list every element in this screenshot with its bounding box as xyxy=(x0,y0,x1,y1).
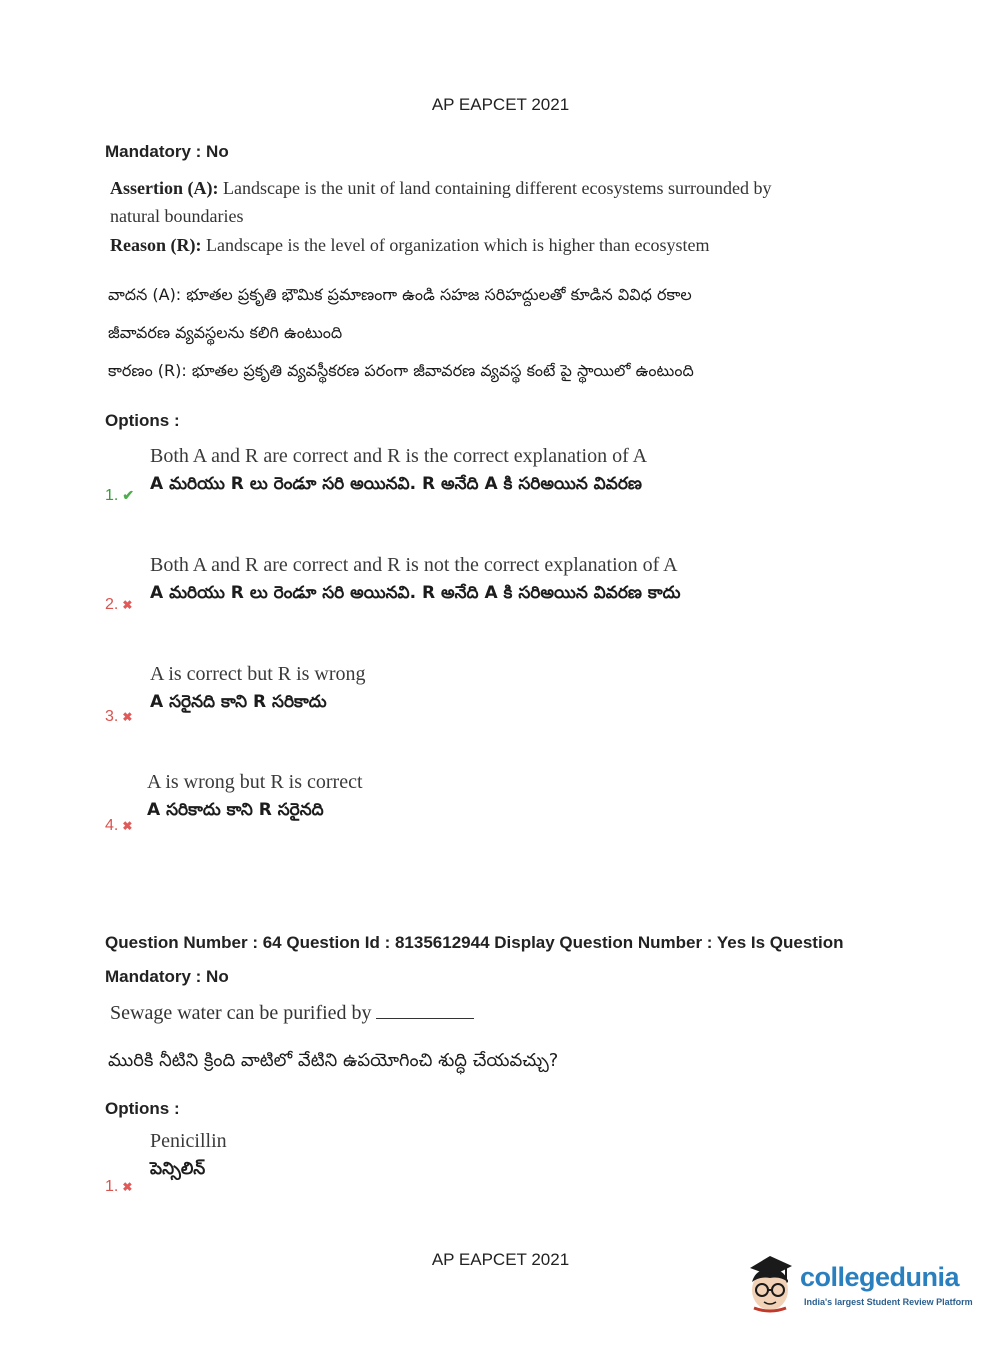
option-number: 1. xyxy=(105,487,119,504)
q64-mandatory: Mandatory : No xyxy=(105,967,229,986)
option-text-en: Penicillin xyxy=(150,1130,227,1152)
q64-question-te: మురికి నీటిని క్రింది వాటిలో వేటిని ఉపయోగించి శుద్ధి చేయవచ్చు? xyxy=(108,1050,559,1071)
option-text-te: A సరైనది కాని R సరికాదు xyxy=(150,692,327,712)
reason-text: Landscape is the level of organization which is higher than ecosystem xyxy=(206,235,710,255)
q64-question-en xyxy=(110,1002,474,1025)
logo-wordmark: collegedunia xyxy=(800,1262,960,1292)
q63-option-1 xyxy=(150,445,647,498)
option-text-te: A మరియు R లు రెండూ సరి అయినవి. R అనేది A కి సరిఅయిన వివరణ xyxy=(150,474,642,494)
option-text-te: పెన్సిలిన్ xyxy=(150,1159,206,1179)
mascot-icon xyxy=(742,1250,802,1318)
option-number: 2. xyxy=(105,596,119,613)
question-text-en: Sewage water can be purified by xyxy=(110,1002,372,1024)
assertion-label: Assertion (A): xyxy=(110,178,219,198)
collegedunia-logo xyxy=(742,1250,972,1320)
cross-icon: ✖ xyxy=(122,1180,133,1194)
option-number: 4. xyxy=(105,817,119,834)
cross-icon: ✖ xyxy=(122,598,133,612)
q63-option-2-number xyxy=(105,596,132,614)
cross-icon: ✖ xyxy=(122,710,133,724)
q63-option-3 xyxy=(150,663,366,716)
option-text-te: A మరియు R లు రెండూ సరి అయినవి. R అనేది A కి సరిఅయిన వివరణ కాదు xyxy=(150,583,681,603)
logo-tagline: India's largest Student Review Platform xyxy=(804,1297,973,1307)
q64-option-1 xyxy=(150,1130,227,1183)
option-number: 3. xyxy=(105,708,119,725)
q63-telugu-line-2: జీవావరణ వ్యవస్థలను కలిగి ఉంటుంది xyxy=(108,323,343,342)
option-text-en: A is correct but R is wrong xyxy=(150,663,366,685)
option-text-en: Both A and R are correct and R is the correct explanation of A xyxy=(150,445,648,467)
reason-label: Reason (R): xyxy=(110,235,202,255)
assertion-text: Landscape is the unit of land containing different ecosystems surrounded by xyxy=(222,178,772,198)
q63-options-label: Options : xyxy=(105,411,180,430)
q63-option-4 xyxy=(147,771,363,824)
page-header-title: AP EAPCET 2021 xyxy=(431,95,570,114)
q63-assertion xyxy=(110,178,772,199)
q63-reason xyxy=(110,235,710,256)
q63-option-2 xyxy=(150,554,681,607)
page-footer-title: AP EAPCET 2021 xyxy=(431,1250,570,1269)
option-number: 1. xyxy=(105,1178,119,1195)
q64-options-label: Options : xyxy=(105,1099,180,1118)
answer-blank xyxy=(376,1004,474,1019)
q63-telugu-line-1: వాదన (A): భూతల ప్రకృతి భౌమిక ప్రమాణంగా ఉండి సహజ సరిహద్దులతో కూడిన వివిధ రకాల xyxy=(108,285,692,304)
q64-header: Question Number : 64 Question Id : 8135612944 Display Question Number : Yes Is Question xyxy=(105,933,844,952)
q63-option-4-number xyxy=(105,817,132,835)
q63-telugu-line-3: కారణం (R): భూతల ప్రకృతి వ్యవస్థీకరణ పరంగా జీవావరణ వ్యవస్థ కంటే పై స్థాయిలో ఉంటుంది xyxy=(108,361,694,380)
option-text-en: Both A and R are correct and R is not the correct explanation of A xyxy=(150,554,678,576)
check-icon: ✔ xyxy=(122,487,135,503)
q63-assertion-cont: natural boundaries xyxy=(110,206,244,226)
q63-option-3-number xyxy=(105,708,132,726)
option-text-en: A is wrong but R is correct xyxy=(147,771,363,793)
q63-option-1-number xyxy=(105,487,134,505)
q64-option-1-number xyxy=(105,1178,132,1196)
q63-mandatory: Mandatory : No xyxy=(105,142,229,161)
option-text-te: A సరికాదు కాని R సరైనది xyxy=(147,800,324,820)
cross-icon: ✖ xyxy=(122,819,133,833)
